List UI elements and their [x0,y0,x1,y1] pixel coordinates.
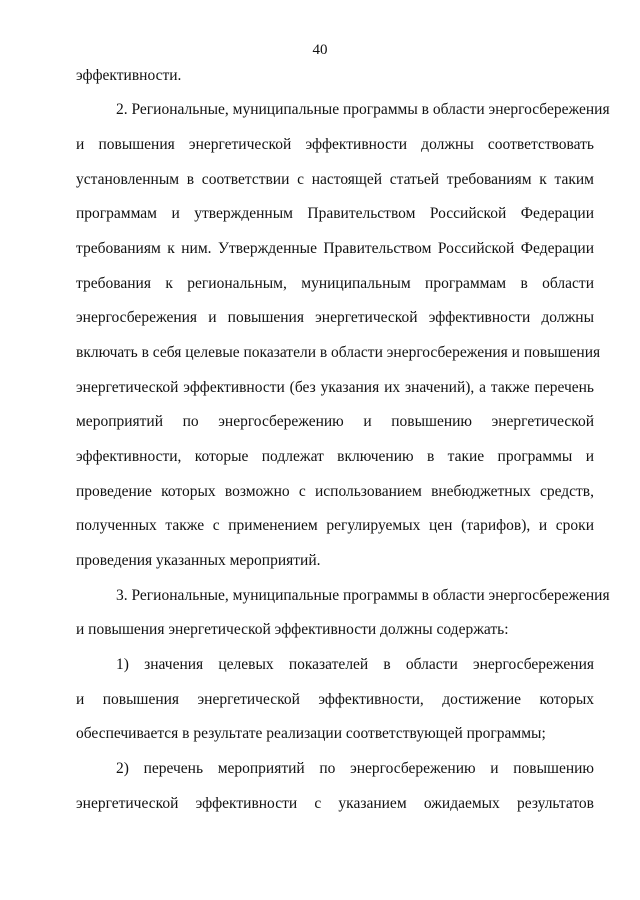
text-line-21: 2) перечень мероприятий по энергосбережению и повышению [116,760,594,777]
text-line-18: 1) значения целевых показателей в области энергосбережения [116,656,594,673]
text-line-6: требованиям к ним. Утвержденные Правительством Российской Федерации [76,240,594,257]
text-line-1: эффективности. [76,67,182,84]
text-line-17: и повышения энергетической эффективности должны содержать: [76,621,509,638]
text-line-5: программам и утвержденным Правительством Российской Федерации [76,205,594,222]
text-line-2: 2. Региональные, муниципальные программы в области энергосбережения [116,101,610,118]
text-line-16: 3. Региональные, муниципальные программы в области энергосбережения [116,587,610,604]
text-line-9: включать в себя целевые показатели в области энергосбережения и повышения [76,344,601,361]
text-line-10: энергетической эффективности (без указания их значений), а также перечень [76,379,594,396]
page-number: 40 [312,42,328,58]
text-line-3: и повышения энергетической эффективности должны соответствовать [76,136,594,153]
text-line-4: установленным в соответствии с настоящей статьей требованиям к таким [76,171,594,188]
text-line-14: полученных также с применением регулируемых цен (тарифов), и сроки [76,517,594,534]
text-line-8: энергосбережения и повышения энергетической эффективности должны [76,309,594,326]
text-line-11: мероприятий по энергосбережению и повышению энергетической [76,413,594,430]
text-line-22: энергетической эффективности с указанием ожидаемых результатов [76,795,594,812]
text-line-15: проведения указанных мероприятий. [76,552,321,569]
text-line-12: эффективности, которые подлежат включению в такие программы и [76,448,594,465]
text-line-19: и повышения энергетической эффективности, достижение которых [76,691,594,708]
text-line-7: требования к региональным, муниципальным программам в области [76,275,594,292]
text-line-20: обеспечивается в результате реализации соответствующей программы; [76,725,546,742]
text-line-13: проведение которых возможно с использованием внебюджетных средств, [76,483,594,500]
